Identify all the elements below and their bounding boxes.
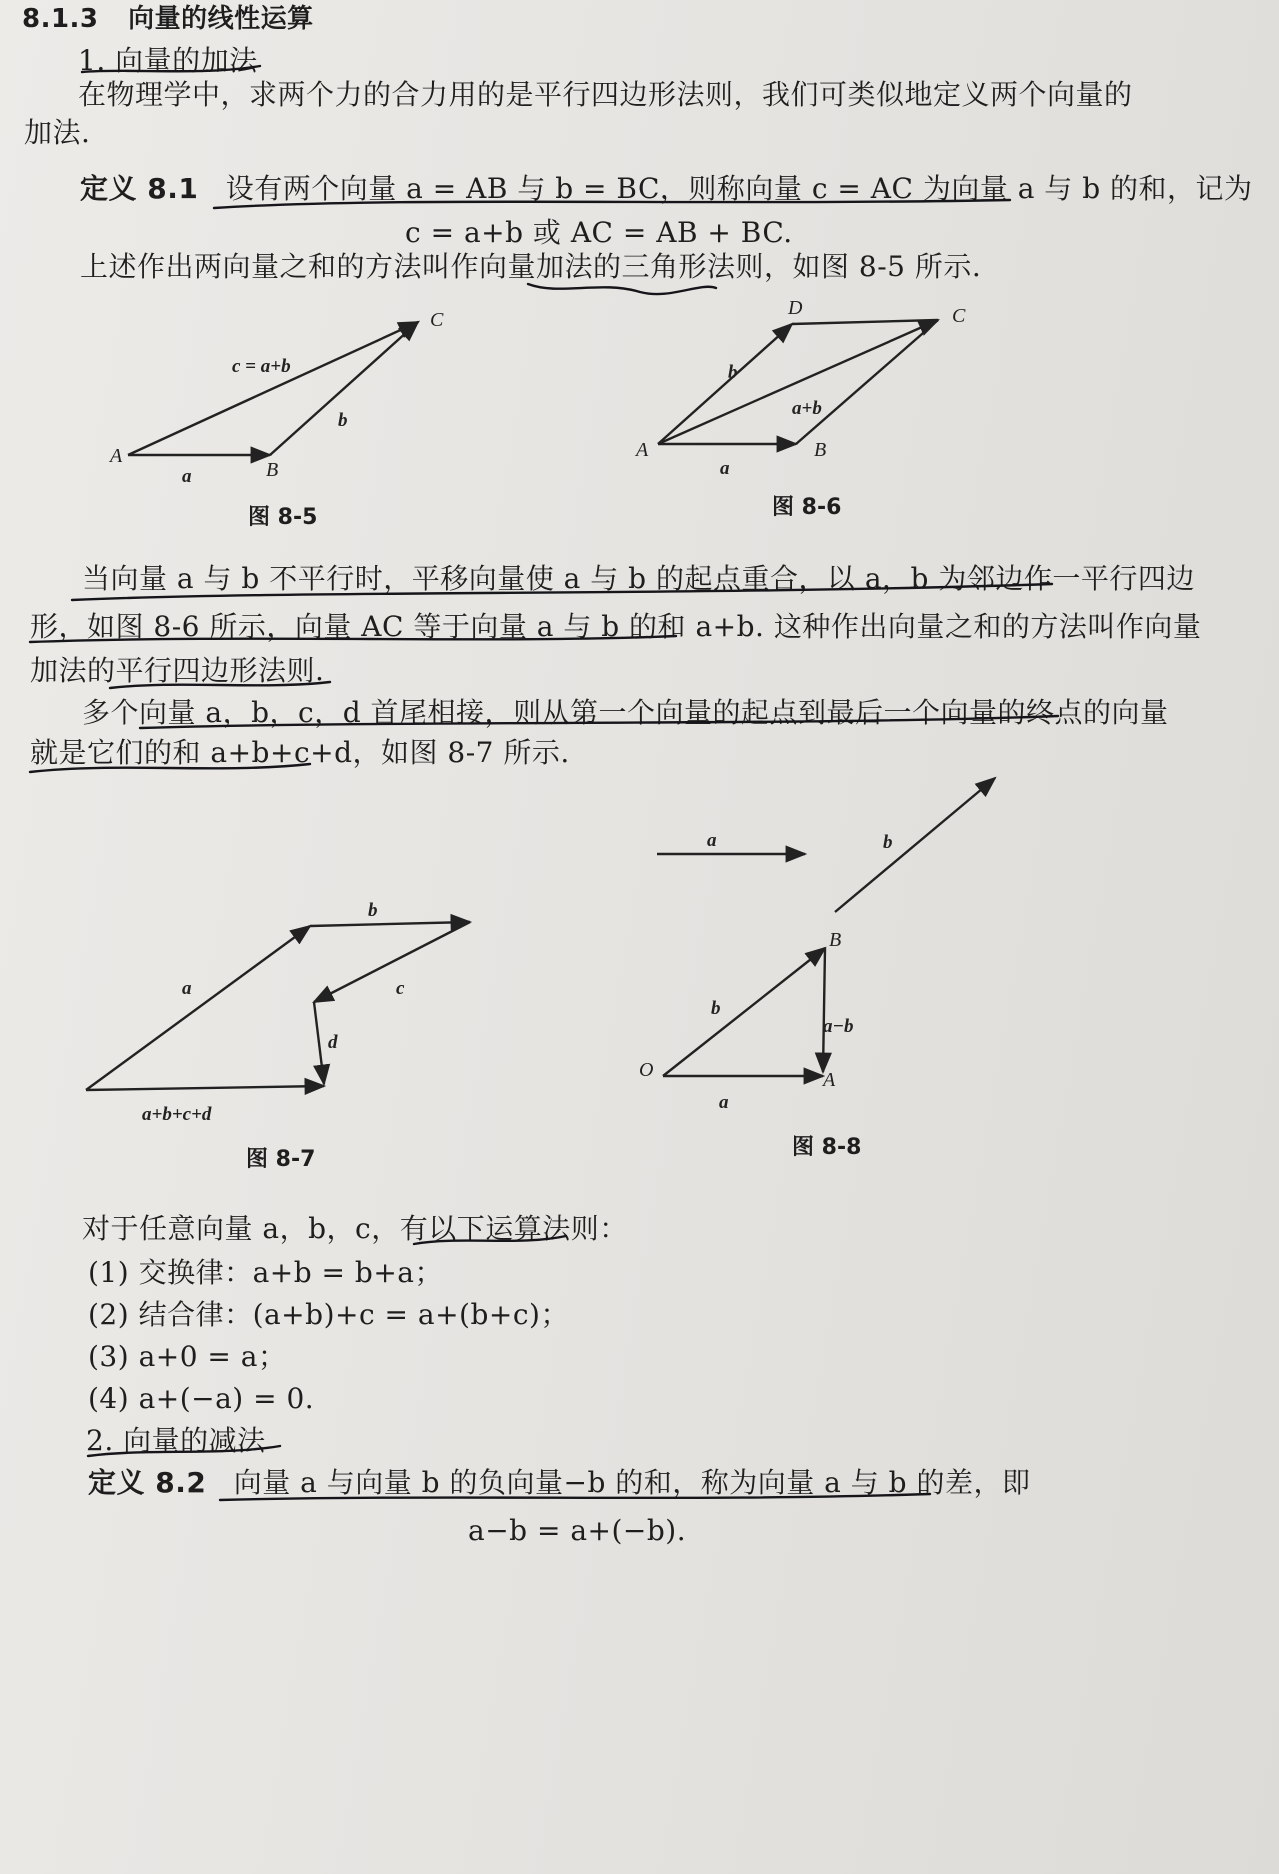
vector-a-minus-b — [823, 948, 825, 1072]
rule-zero: (3) a+0 = a； — [88, 1340, 287, 1373]
label-c-sum: c = a+b — [232, 356, 291, 377]
definition-8-2 — [88, 1466, 1031, 1500]
label-a: a — [719, 1092, 729, 1113]
point-D: D — [788, 297, 803, 319]
paragraph-line-5: 就是它们的和 a+b+c+d，如图 8-7 所示. — [30, 736, 570, 769]
point-C: C — [952, 305, 966, 327]
label-b: b — [711, 998, 721, 1019]
vector-b — [270, 322, 418, 455]
point-A: A — [636, 439, 649, 461]
vector-sum — [86, 1086, 324, 1090]
figure-8-8 — [625, 770, 1015, 1130]
definition-text: 设有两个向量 a = AB 与 b = BC，则称向量 c = AC 为向量 a 与 b 的和，记为 — [225, 172, 1253, 205]
vector-c — [128, 322, 418, 455]
vector-b — [658, 324, 792, 444]
caption-fig-8-6: 图 8-6 — [772, 495, 842, 520]
vector-b — [663, 948, 825, 1076]
section-number: 8.1.3 — [22, 4, 99, 34]
caption-fig-8-5: 图 8-5 — [248, 505, 318, 530]
caption-fig-8-7: 图 8-7 — [246, 1147, 316, 1172]
paragraph-line-4: 多个向量 a，b，c，d 首尾相接，则从第一个向量的起点到最后一个向量的终点的向量 — [82, 696, 1169, 729]
definition-text: 向量 a 与向量 b 的负向量−b 的和，称为向量 a 与 b 的差，即 — [233, 1466, 1031, 1499]
label-free-b: b — [883, 832, 893, 853]
vector-c — [314, 922, 470, 1002]
definition-8-1-formula: c = a+b 或 AC = AB + BC. — [405, 216, 793, 249]
triangle-rule-text: 上述作出两向量之和的方法叫作向量加法的三角形法则，如图 8-5 所示. — [80, 250, 982, 283]
label-b: b — [338, 410, 348, 431]
vector-a — [86, 926, 310, 1090]
vector-b — [310, 922, 470, 926]
point-B: B — [266, 459, 279, 481]
figure-8-7 — [70, 900, 500, 1140]
label-diff: a−b — [823, 1016, 854, 1037]
point-C: C — [430, 309, 444, 331]
label-a: a — [720, 458, 730, 479]
vector-d — [314, 1002, 324, 1084]
caption-fig-8-8: 图 8-8 — [792, 1135, 862, 1160]
point-A: A — [823, 1069, 836, 1091]
rule-commutative: (1) 交换律：a+b = b+a； — [88, 1256, 443, 1289]
definition-8-1 — [80, 172, 1253, 206]
definition-label: 定义 8.2 — [88, 1466, 207, 1499]
rule-associative: (2) 结合律：(a+b)+c = a+(b+c)； — [88, 1298, 569, 1331]
paragraph-line-3: 加法的平行四边形法则. — [30, 654, 325, 687]
subsection-subtraction: 2. 向量的减法 — [86, 1424, 266, 1457]
point-B: B — [829, 929, 842, 951]
figure-8-6 — [620, 292, 1040, 492]
label-b: b — [368, 900, 378, 921]
side-BC — [796, 320, 938, 444]
label-d: d — [328, 1032, 338, 1053]
rule-inverse: (4) a+(−a) = 0. — [88, 1382, 315, 1415]
label-a: a — [182, 466, 192, 487]
label-a: a — [182, 978, 192, 999]
paragraph-line-1: 当向量 a 与 b 不平行时，平移向量使 a 与 b 的起点重合，以 a，b 为邻边作一平行四边 — [82, 562, 1195, 595]
point-O: O — [639, 1059, 654, 1081]
rules-intro: 对于任意向量 a，b，c，有以下运算法则： — [82, 1212, 628, 1245]
label-c: c — [396, 978, 405, 999]
vector-sum — [658, 320, 938, 444]
definition-8-2-formula: a−b = a+(−b). — [468, 1514, 687, 1547]
paragraph-line-2: 形，如图 8-6 所示，向量 AC 等于向量 a 与 b 的和 a+b. 这种作出向量之和的方法叫作向量 — [30, 610, 1202, 643]
label-b: b — [728, 362, 738, 383]
side-DC — [792, 320, 938, 324]
definition-label: 定义 8.1 — [80, 172, 199, 205]
label-sum: a+b+c+d — [142, 1104, 212, 1125]
label-free-a: a — [707, 830, 717, 851]
figure-8-5 — [90, 300, 490, 500]
free-vector-b — [835, 778, 995, 912]
point-B: B — [814, 439, 827, 461]
intro-line-1: 在物理学中，求两个力的合力用的是平行四边形法则，我们可类似地定义两个向量的 — [78, 78, 1133, 111]
section-title: 向量的线性运算 — [128, 4, 314, 34]
subsection-addition: 1. 向量的加法 — [78, 44, 258, 77]
section-heading — [22, 2, 314, 36]
point-A: A — [110, 445, 123, 467]
label-sum: a+b — [792, 398, 822, 419]
intro-line-2: 加法. — [24, 116, 91, 149]
